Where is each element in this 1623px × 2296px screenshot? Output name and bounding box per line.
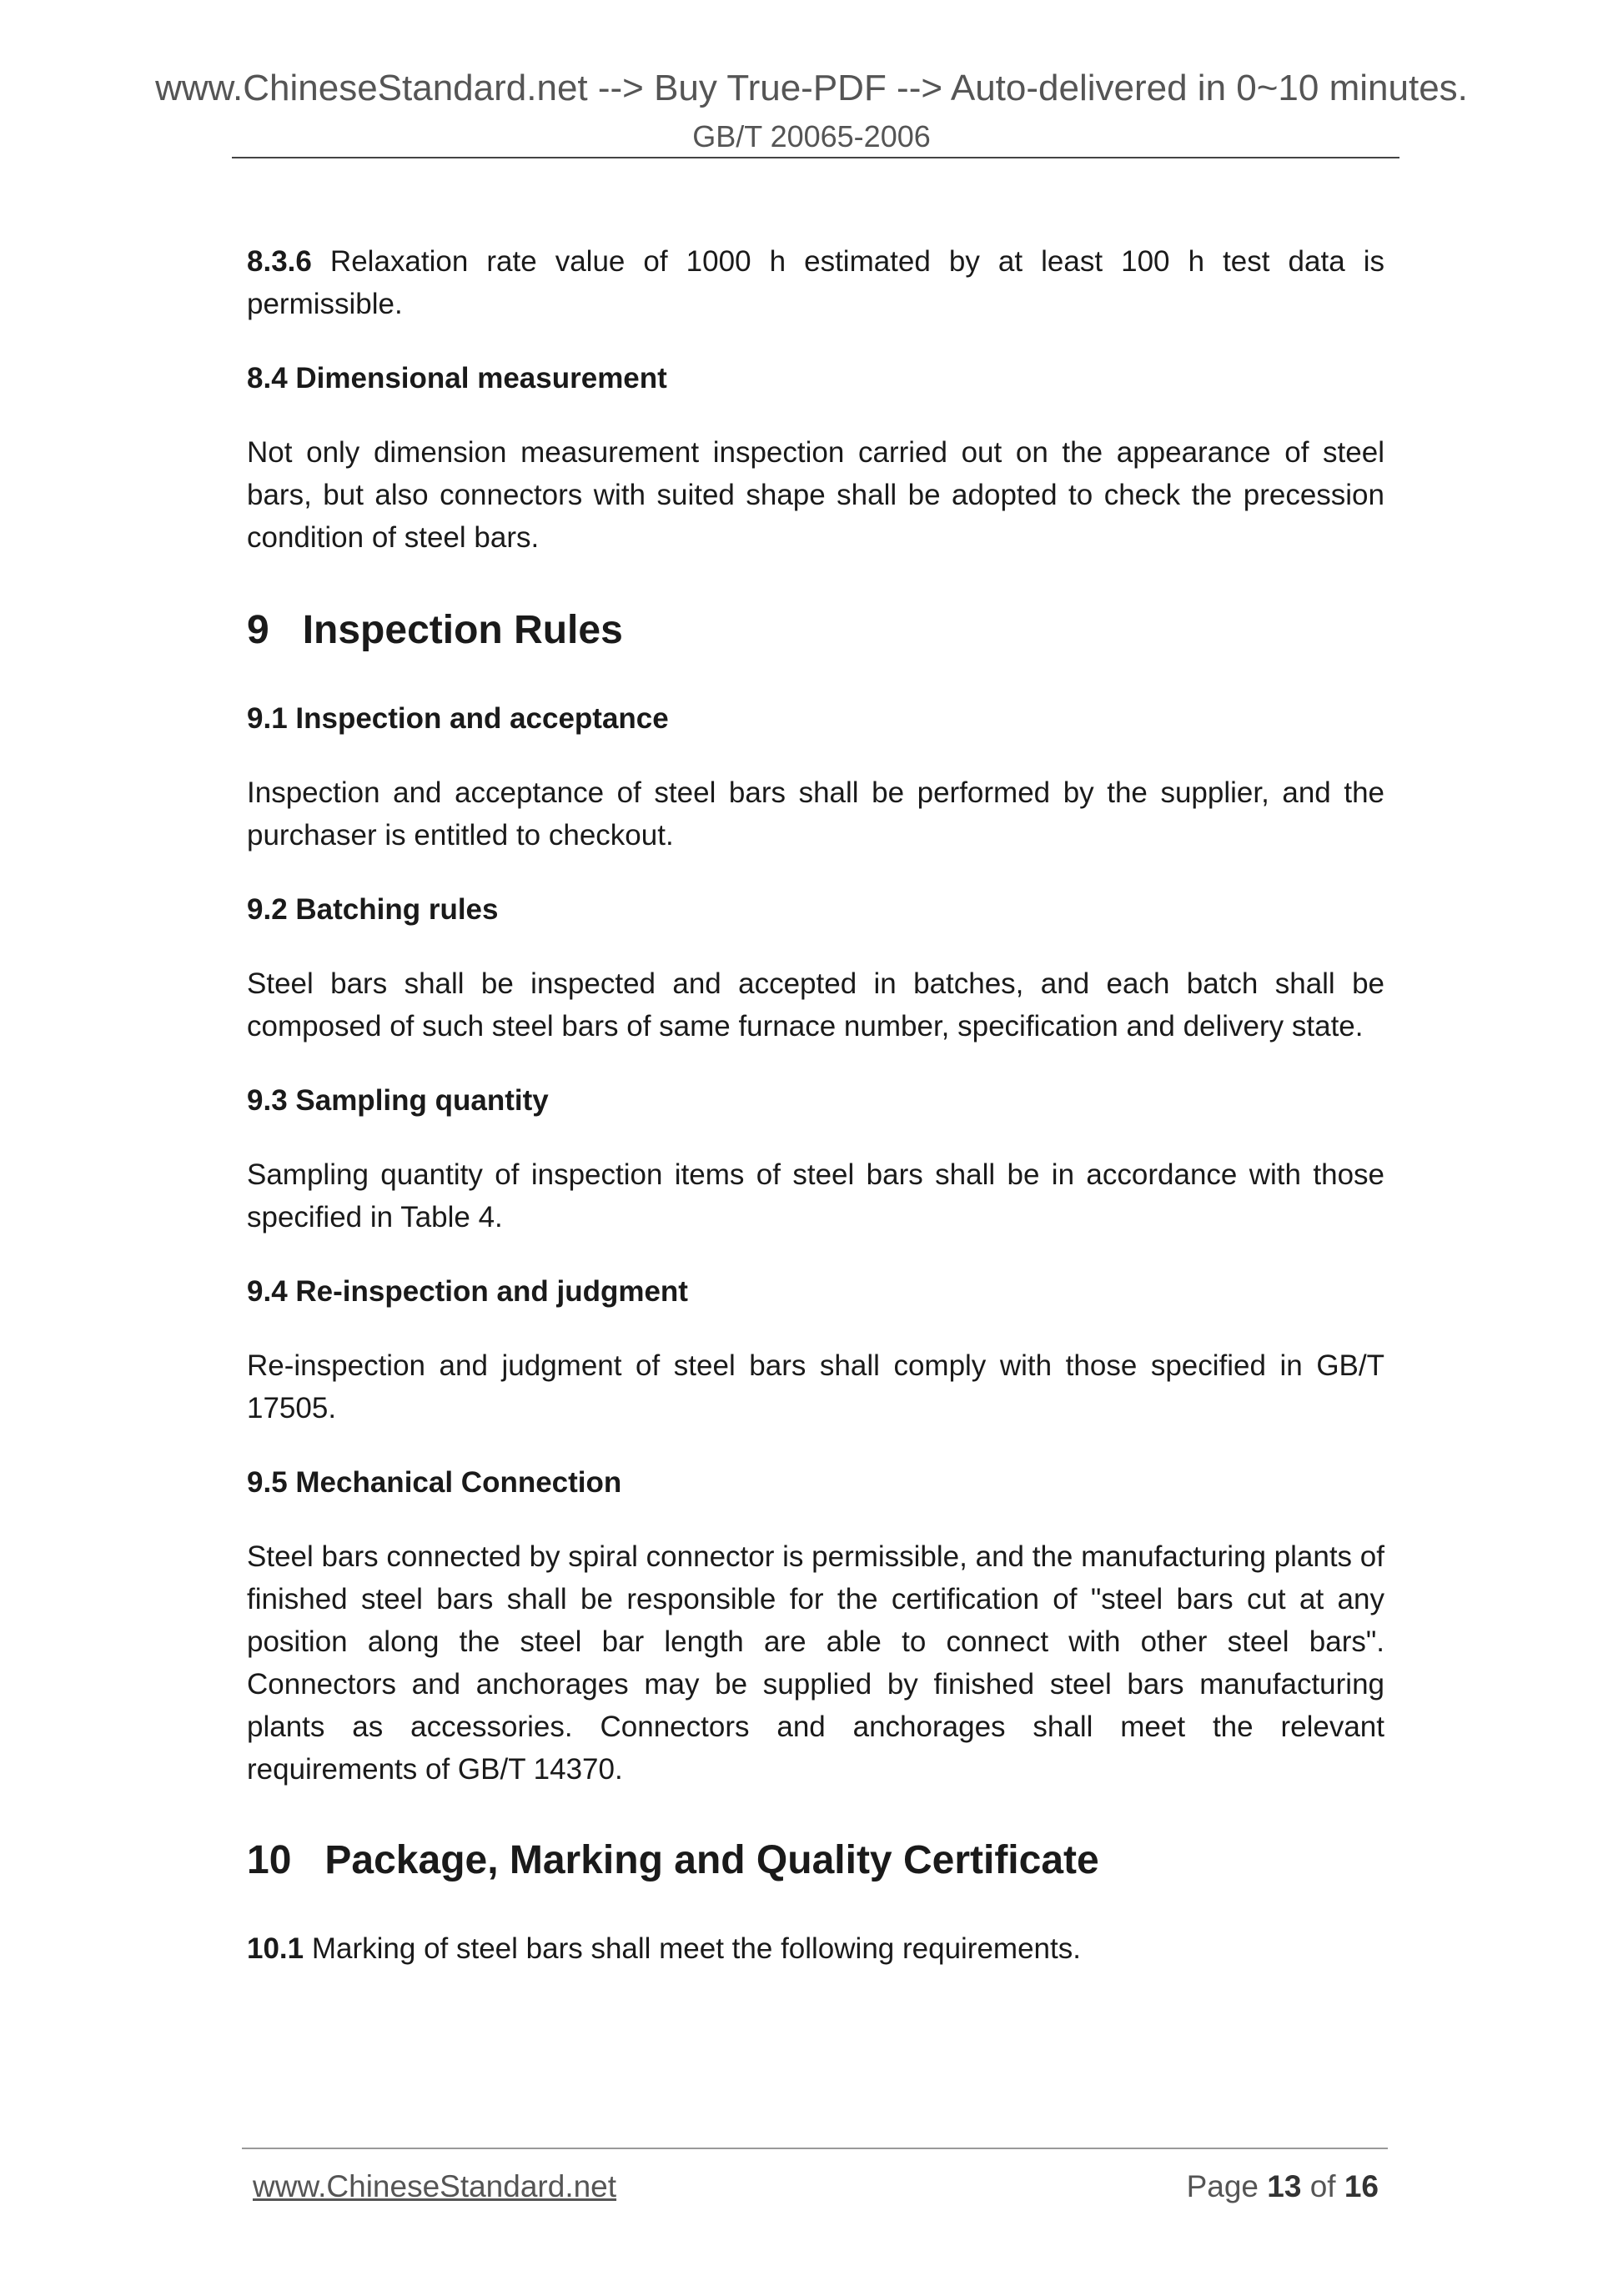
page-body (247, 240, 1384, 1970)
clause-10-1 (247, 1927, 1384, 1970)
paragraph-9-3: Sampling quantity of inspection items of steel bars shall be in accordance with those specified in Table 4. (247, 1158, 1384, 1233)
clause-number: 10.1 (247, 1932, 304, 1965)
heading-9-1: 9.1 Inspection and acceptance (247, 702, 669, 735)
page-of: of (1309, 2169, 1336, 2203)
footer-divider (242, 2148, 1388, 2149)
page-prefix: Page (1186, 2169, 1259, 2203)
footer-website-link[interactable]: www.ChineseStandard.net (253, 2169, 617, 2203)
header-divider (232, 157, 1399, 158)
page-number (1187, 2167, 1379, 2207)
heading-section-9 (247, 605, 1384, 656)
header-site-line: www.ChineseStandard.net --> Buy True-PDF --> Auto-delivered in 0~10 minutes. (155, 68, 1468, 108)
standard-code: GB/T 20065-2006 (692, 119, 931, 153)
page-current: 13 (1267, 2169, 1302, 2203)
paragraph-9-4: Re-inspection and judgment of steel bars shall comply with those specified in GB/T 17505. (247, 1349, 1384, 1424)
paragraph-8-4: Not only dimension measurement inspection carried out on the appearance of steel bars, but also connectors with suited shape shall be adopted to check the precession condition of steel bars. (247, 436, 1384, 554)
heading-9-2: 9.2 Batching rules (247, 893, 499, 926)
paragraph-9-2: Steel bars shall be inspected and accepted in batches, and each batch shall be composed of such steel bars of same furnace number, specification and delivery state. (247, 967, 1384, 1042)
page-total: 16 (1344, 2169, 1379, 2203)
heading-9-5: 9.5 Mechanical Connection (247, 1466, 622, 1499)
heading-8-4: 8.4 Dimensional measurement (247, 362, 667, 394)
clause-number: 8.3.6 (247, 245, 312, 278)
clause-text: Marking of steel bars shall meet the following requirements. (311, 1932, 1081, 1965)
heading-9-3: 9.3 Sampling quantity (247, 1084, 549, 1117)
section-number: 10 (247, 1838, 292, 1882)
clause-8-3-6 (247, 240, 1384, 325)
paragraph-9-5: Steel bars connected by spiral connector is permissible, and the manufacturing plants of finished steel bars shall be responsible for the certification of "steel bars cut at any position along the steel bar length are able to connect with other steel bars". Connectors and anchorages may be supplied by finished steel bars manufacturing plants as accessories. Connectors and anchorages shall meet the relevant requirements of GB/T 14370. (247, 1540, 1384, 1786)
paragraph-9-1: Inspection and acceptance of steel bars shall be performed by the supplier, and the purchaser is entitled to checkout. (247, 776, 1384, 852)
clause-text: Relaxation rate value of 1000 h estimated by at least 100 h test data is permissible. (247, 245, 1384, 320)
heading-9-4: 9.4 Re-inspection and judgment (247, 1275, 688, 1308)
section-title: Inspection Rules (302, 608, 623, 652)
section-number: 9 (247, 608, 269, 652)
section-title: Package, Marking and Quality Certificate (324, 1838, 1099, 1882)
heading-section-10 (247, 1836, 1384, 1886)
